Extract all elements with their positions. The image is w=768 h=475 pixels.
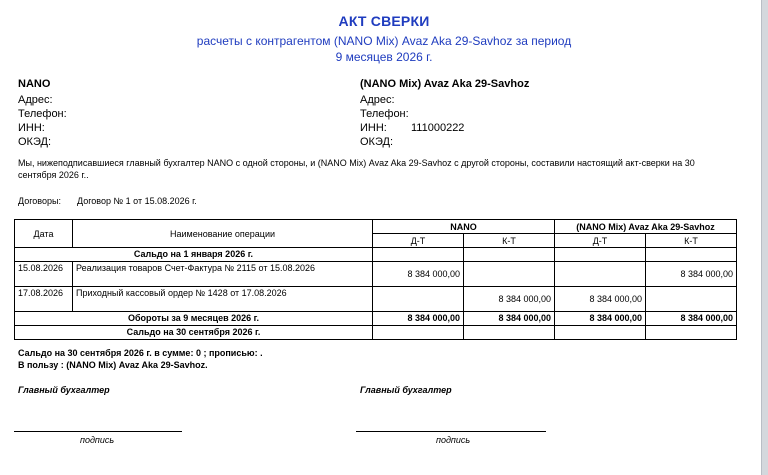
intro-text-line2: сентября 2026 г.. [18, 170, 89, 180]
turnover-right-dt: 8 384 000,00 [555, 312, 646, 326]
turnover-right-kt: 8 384 000,00 [646, 312, 737, 326]
party-right-okzd-label: ОКЭД: [360, 136, 394, 148]
col-left-dt-header: Д-Т [373, 234, 464, 248]
party-left-name: NANO [18, 78, 51, 90]
opening-right-dt [555, 248, 646, 262]
closing-balance-label: Сальдо на 30 сентября 2026 г. [15, 326, 373, 340]
closing-left-kt [464, 326, 555, 340]
closing-balance-row [15, 326, 737, 340]
col-party-left-header: NANO [373, 220, 555, 234]
row-date: 15.08.2026 [15, 262, 73, 287]
col-party-right-header: (NANO Mix) Avaz Aka 29-Savhoz [555, 220, 737, 234]
col-operation-header: Наименование операции [73, 220, 373, 248]
reconciliation-table [14, 219, 737, 340]
row-right-dt [555, 262, 646, 287]
signature-right-caption: подпись [436, 435, 471, 445]
opening-left-kt [464, 248, 555, 262]
party-left-okzd-label: ОКЭД: [18, 136, 52, 148]
intro-text-line1: Мы, нижеподписавшиеся главный бухгалтер NANO с одной стороны, и (NANO Mix) Avaz Aka 29-Savhoz с другой стороны, составили настоящий акт-сверки на 30 [18, 158, 695, 168]
row-right-dt: 8 384 000,00 [555, 287, 646, 312]
closing-left-dt [373, 326, 464, 340]
signature-left-line [14, 431, 182, 432]
row-left-kt [464, 262, 555, 287]
row-left-dt [373, 287, 464, 312]
row-operation: Приходный кассовый ордер № 1428 от 17.08.2026 [73, 287, 373, 312]
party-left-inn-label: ИНН: [18, 122, 45, 134]
summary-balance: Сальдо на 30 сентября 2026 г. в сумме: 0 ; прописью: . [18, 348, 263, 358]
closing-right-dt [555, 326, 646, 340]
party-left-address-label: Адрес: [18, 94, 53, 106]
opening-balance-row [15, 248, 737, 262]
page-title: АКТ СВЕРКИ [338, 13, 430, 29]
party-right-address-label: Адрес: [360, 94, 395, 106]
turnover-left-kt: 8 384 000,00 [464, 312, 555, 326]
window-edge [761, 0, 768, 475]
row-right-kt: 8 384 000,00 [646, 262, 737, 287]
table-header-row [15, 220, 737, 234]
page-subtitle: расчеты с контрагентом (NANO Mix) Avaz Aka 29-Savhoz за период [196, 34, 572, 48]
party-right-inn-label: ИНН: [360, 122, 387, 134]
party-left-phone-label: Телефон: [18, 108, 67, 120]
row-left-dt: 8 384 000,00 [373, 262, 464, 287]
row-right-kt [646, 287, 737, 312]
signature-right-role: Главный бухгалтер [360, 385, 452, 395]
party-right-inn-value: 111000222 [411, 122, 465, 134]
opening-balance-label: Сальдо на 1 января 2026 г. [15, 248, 373, 262]
signature-right-line [356, 431, 546, 432]
table-row [15, 262, 737, 287]
contracts-value: Договор № 1 от 15.08.2026 г. [77, 196, 197, 206]
signature-left-role: Главный бухгалтер [18, 385, 110, 395]
summary-in-favor: В пользу : (NANO Mix) Avaz Aka 29-Savhoz. [18, 360, 208, 370]
row-left-kt: 8 384 000,00 [464, 287, 555, 312]
period-subtitle: 9 месяцев 2026 г. [335, 50, 433, 64]
party-right-name: (NANO Mix) Avaz Aka 29-Savhoz [360, 78, 530, 90]
col-date-header: Дата [15, 220, 73, 248]
turnover-label: Обороты за 9 месяцев 2026 г. [15, 312, 373, 326]
row-operation: Реализация товаров Счет-Фактура № 2115 от 15.08.2026 [73, 262, 373, 287]
turnover-left-dt: 8 384 000,00 [373, 312, 464, 326]
party-right-phone-label: Телефон: [360, 108, 409, 120]
signature-left-caption: подпись [80, 435, 115, 445]
closing-right-kt [646, 326, 737, 340]
col-right-kt-header: К-Т [646, 234, 737, 248]
col-left-kt-header: К-Т [464, 234, 555, 248]
col-right-dt-header: Д-Т [555, 234, 646, 248]
opening-right-kt [646, 248, 737, 262]
table-row [15, 287, 737, 312]
turnover-row [15, 312, 737, 326]
contracts-label: Договоры: [18, 196, 61, 206]
opening-left-dt [373, 248, 464, 262]
row-date: 17.08.2026 [15, 287, 73, 312]
